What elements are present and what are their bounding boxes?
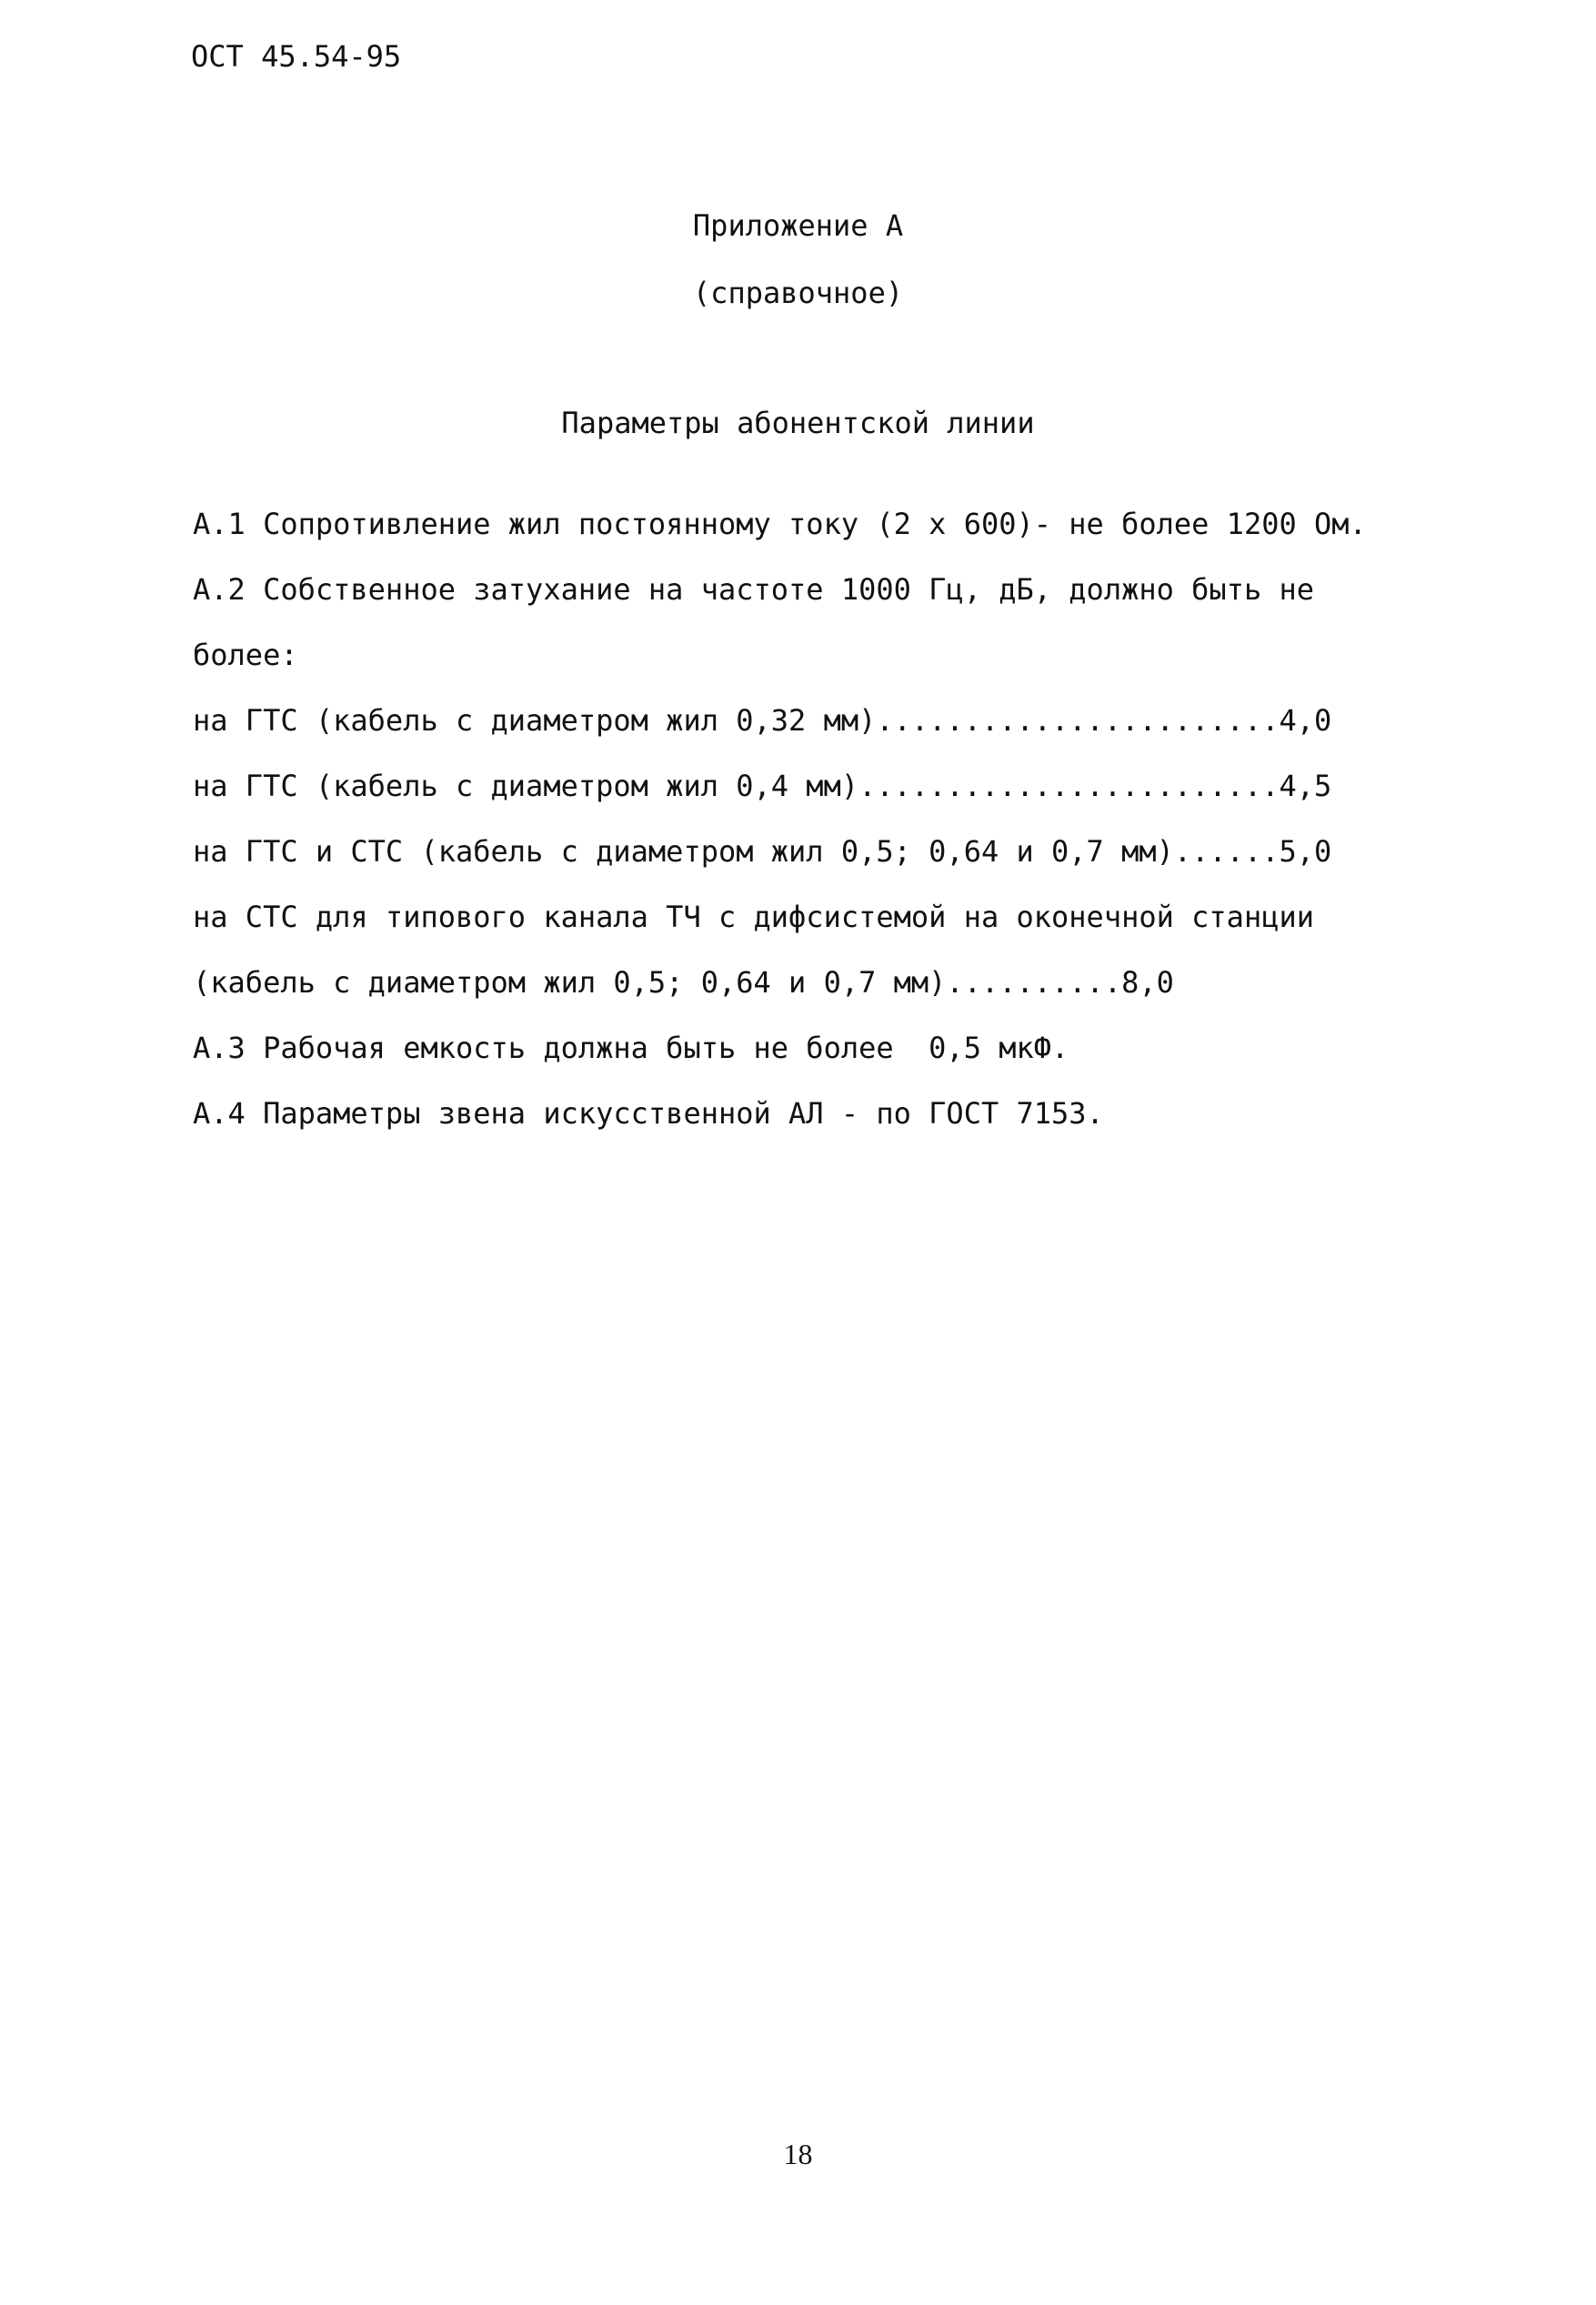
clause-a4: А.4 Параметры звена искусственной АЛ - по ГОСТ 7153. xyxy=(193,1096,1104,1131)
attenuation-row-sts: на СТС для типового канала ТЧ с дифсистемой на оконечной станции xyxy=(193,900,1314,934)
clause-a3: А.3 Рабочая емкость должна быть не более 0,5 мкФ. xyxy=(193,1031,1069,1065)
clause-a2: А.2 Собственное затухание на частоте 1000 Гц, дБ, должно быть не xyxy=(193,572,1314,607)
document-code: ОСТ 45.54-95 xyxy=(191,39,402,74)
attenuation-row-05-064-07: на ГТС и СТС (кабель с диаметром жил 0,5; 0,64 и 0,7 мм)......5,0 xyxy=(193,834,1332,869)
attenuation-row-sts-continuation: (кабель с диаметром жил 0,5; 0,64 и 0,7 мм)..........8,0 xyxy=(193,965,1174,1000)
attenuation-row-04: на ГТС (кабель с диаметром жил 0,4 мм)........................4,5 xyxy=(193,769,1332,803)
section-title: Параметры абонентской линии xyxy=(561,406,1035,440)
clause-a2-continuation: более: xyxy=(193,638,298,672)
annex-title: Приложение А xyxy=(692,208,904,243)
page-number: 18 xyxy=(783,2138,813,2170)
attenuation-row-032: на ГТС (кабель с диаметром жил 0,32 мм).......................4,0 xyxy=(193,703,1332,738)
clause-a1: А.1 Сопротивление жил постоянному току (2 х 600)- не более 1200 Ом. xyxy=(193,507,1367,541)
annex-subtitle: (справочное) xyxy=(692,276,904,310)
